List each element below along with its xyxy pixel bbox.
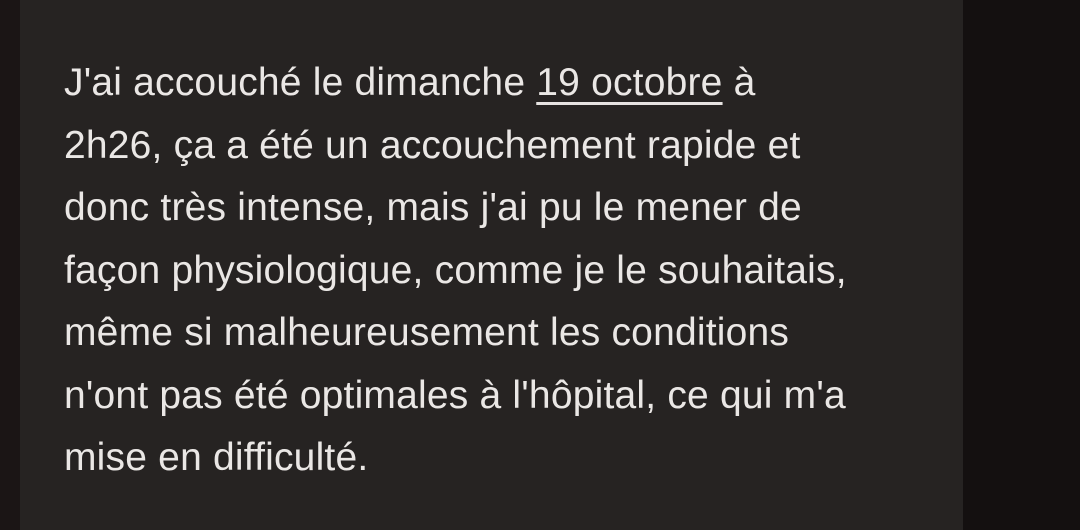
- left-letterbox-strip: [0, 0, 20, 530]
- message-panel: [20, 0, 963, 530]
- message-line-2: 2h26, ça a été un accouchement rapide et: [64, 123, 801, 167]
- date-link[interactable]: 19 octobre: [536, 61, 723, 104]
- right-letterbox-strip: [963, 0, 1080, 530]
- message-line-1-before: J'ai accouché le dimanche: [64, 61, 537, 104]
- message-line-6: n'ont pas été optimales à l'hôpital, ce qui m'a: [64, 373, 846, 417]
- message-line-7: mise en difficulté.: [64, 436, 369, 479]
- message-text: [64, 52, 935, 490]
- message-line-1: [64, 52, 935, 115]
- message-line-4: façon physiologique, comme je le souhaitais,: [64, 248, 847, 292]
- message-line-1-after: à: [722, 61, 756, 104]
- message-line-3: donc très intense, mais j'ai pu le mener de: [64, 186, 802, 229]
- message-line-5: même si malheureusement les conditions: [64, 311, 790, 354]
